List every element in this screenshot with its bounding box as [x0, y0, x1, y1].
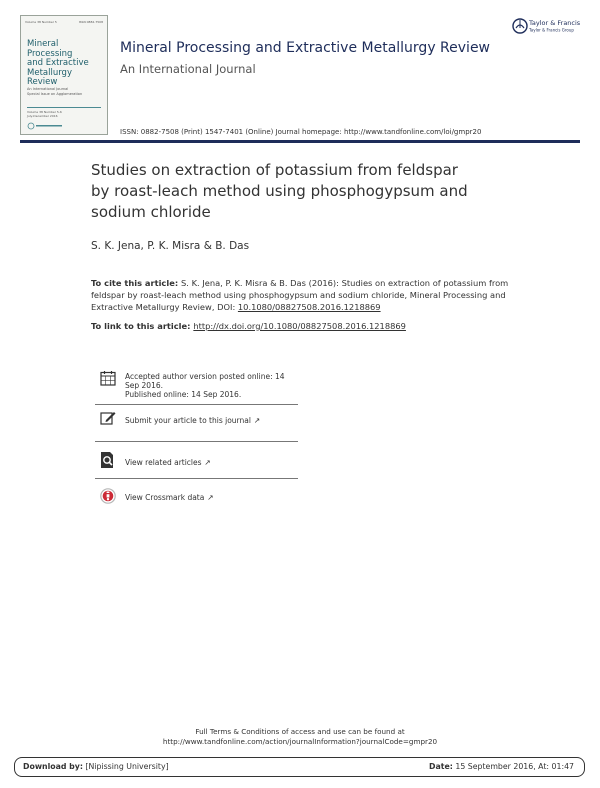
article-actions [95, 365, 298, 514]
article-url-link[interactable]: http://dx.doi.org/10.1080/08827508.2016.1218869 [193, 321, 406, 331]
external-link-icon: ↗ [207, 493, 214, 502]
external-link-icon: ↗ [253, 416, 261, 425]
article-title: Studies on extraction of potassium from feldspar by roast-leach method using phosphogypsum and sodium chloride [91, 161, 468, 221]
related-articles-link[interactable]: View related articles ↗ [125, 458, 211, 467]
journal-cover [20, 15, 108, 135]
cover-subtitle: An International Journal Special Issue on Agglomeration [27, 87, 83, 96]
journal-homepage-link[interactable]: http://www.tandfonline.com/loi/gmpr20 [343, 128, 482, 136]
downloaded-by: Download by: [Nipissing University] [23, 762, 169, 771]
edit-icon [100, 410, 116, 426]
external-link-icon: ↗ [204, 458, 211, 467]
terms-line: Full Terms & Conditions of access and use can be found at [195, 727, 405, 736]
terms-notice [0, 727, 600, 747]
submit-article-link[interactable]: Submit your article to this journal ↗ [125, 416, 261, 425]
cite-label: To cite this article: [91, 278, 182, 288]
download-info-bar [14, 757, 585, 777]
cover-divider [27, 107, 101, 108]
header-rule [20, 140, 580, 143]
article-link-line [91, 321, 531, 331]
crossmark-link[interactable]: View Crossmark data ↗ [125, 493, 214, 502]
journal-title: Mineral Processing and Extractive Metallurgy Review [120, 40, 491, 56]
brand-name: Taylor & Francis [529, 19, 581, 27]
doi-link[interactable]: 10.1080/08827508.2016.1218869 [237, 302, 381, 312]
cover-volume: Volume 38 Number 5-6 July-December 2016 [27, 110, 62, 118]
journal-subtitle: An International Journal [120, 62, 256, 76]
publication-dates-text: Accepted author version posted online: 14 Sep 2016. Published online: 14 Sep 2016. [125, 372, 285, 399]
cover-volume-small: Volume 38 Number 5 [25, 20, 57, 24]
cover-publisher-logo [27, 122, 67, 130]
citation [91, 277, 531, 313]
brand-sub: Taylor & Francis Group [529, 27, 574, 33]
search-document-icon [100, 452, 116, 468]
link-label: To link to this article: [91, 321, 194, 331]
authors: S. K. Jena, P. K. Misra & B. Das [91, 240, 250, 252]
submit-article-row[interactable] [95, 405, 298, 442]
related-articles-row[interactable] [95, 442, 298, 479]
calendar-icon [100, 370, 116, 386]
crossmark-row[interactable] [95, 479, 298, 514]
download-date: Date: 15 September 2016, At: 01:47 [429, 762, 574, 771]
cover-issn-small: ISSN 0882-7508 [78, 20, 103, 24]
cover-title: Mineral Processing and Extractive Metallurgy Review [27, 39, 89, 87]
issn-text: ISSN: 0882-7508 (Print) 1547-7401 (Online) Journal homepage: [120, 128, 344, 136]
publication-dates [95, 365, 298, 405]
crossmark-icon [100, 488, 116, 504]
terms-url-link[interactable]: http://www.tandfonline.com/action/journalInformation?journalCode=gmpr20 [162, 737, 438, 746]
issn-line [120, 128, 481, 136]
taylor-francis-logo[interactable] [512, 16, 584, 36]
cite-text: S. K. Jena, P. K. Misra & B. Das (2016): Studies on extraction of potassium from feldspar by roast-leach method using phosphogypsum and sodium chloride, Mineral Processing and Extractive Metallurgy Review, DOI: [91, 278, 509, 312]
